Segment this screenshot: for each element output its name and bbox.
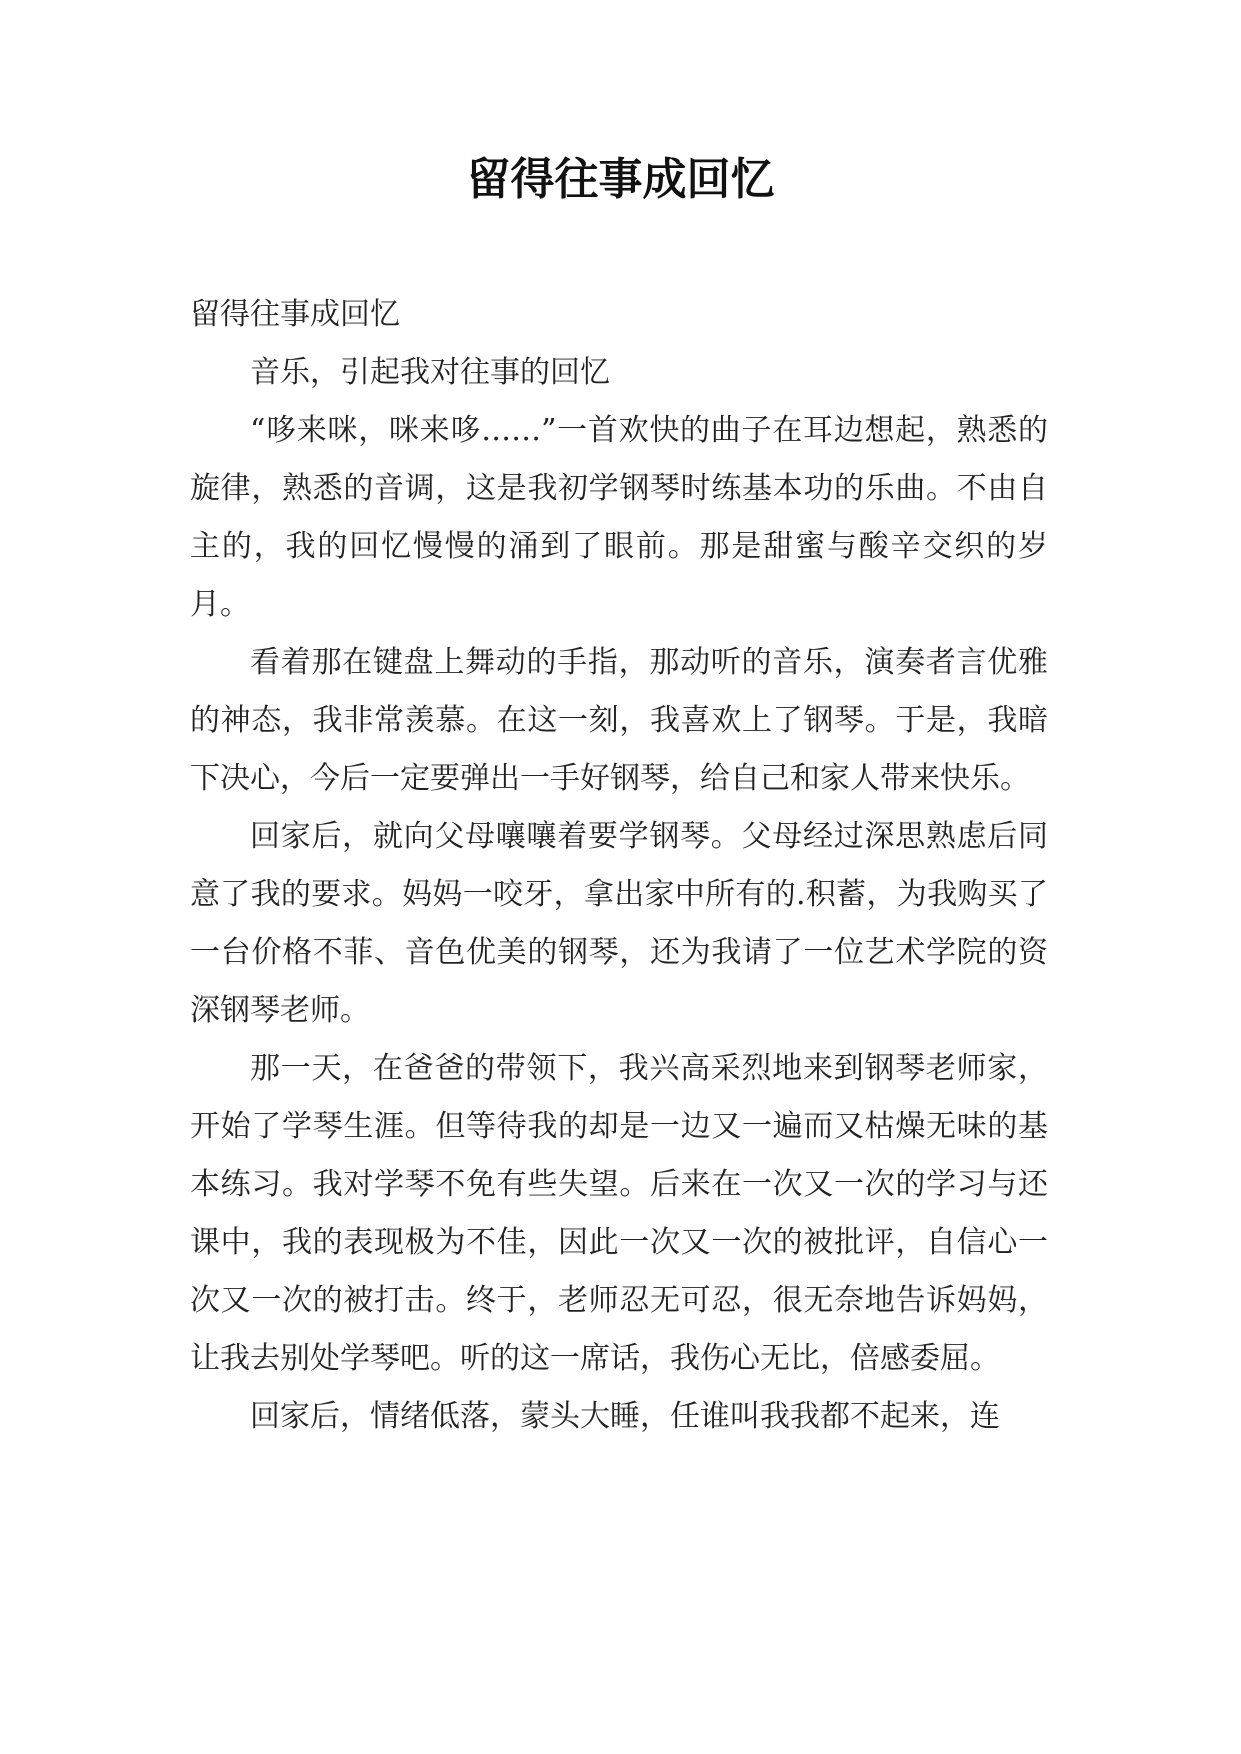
paragraph-subtitle: 音乐，引起我对往事的回忆 bbox=[250, 355, 610, 390]
paragraph: “哆来咪，咪来哆……”一首欢快的曲子在耳边想起，熟悉的旋律，熟悉的音调，这是我初学钢琴时练基本功的乐曲。不由自主的，我的回忆慢慢的涌到了眼前。那是甜蜜与酸辛交织的岁月。 bbox=[190, 413, 1048, 622]
paragraph: 回家后，情绪低落，蒙头大睡，任谁叫我我都不起来，连 bbox=[250, 1399, 1000, 1434]
paragraph-heading: 留得往事成回忆 bbox=[190, 297, 400, 332]
paragraph: 回家后，就向父母嚷嚷着要学钢琴。父母经过深思熟虑后同意了我的要求。妈妈一咬牙，拿出家中所有的.积蓄，为我购买了一台价格不菲、音色优美的钢琴，还为我请了一位艺术学院的资深钢琴老师。 bbox=[190, 819, 1048, 1028]
document-body bbox=[190, 286, 1048, 1446]
document-title: 留得往事成回忆 bbox=[466, 154, 775, 205]
paragraph: 看着那在键盘上舞动的手指，那动听的音乐，演奏者言优雅的神态，我非常羡慕。在这一刻，我喜欢上了钢琴。于是，我暗下决心，今后一定要弹出一手好钢琴，给自己和家人带来快乐。 bbox=[190, 645, 1048, 796]
paragraph: 那一天，在爸爸的带领下，我兴高采烈地来到钢琴老师家，开始了学琴生涯。但等待我的却是一边又一遍而又枯燥无味的基本练习。我对学琴不免有些失望。后来在一次又一次的学习与还课中，我的表现极为不佳，因此一次又一次的被批评，自信心一次又一次的被打击。终于，老师忍无可忍，很无奈地告诉妈妈，让我去别处学琴吧。听的这一席话，我伤心无比，倍感委屈。 bbox=[190, 1051, 1048, 1376]
